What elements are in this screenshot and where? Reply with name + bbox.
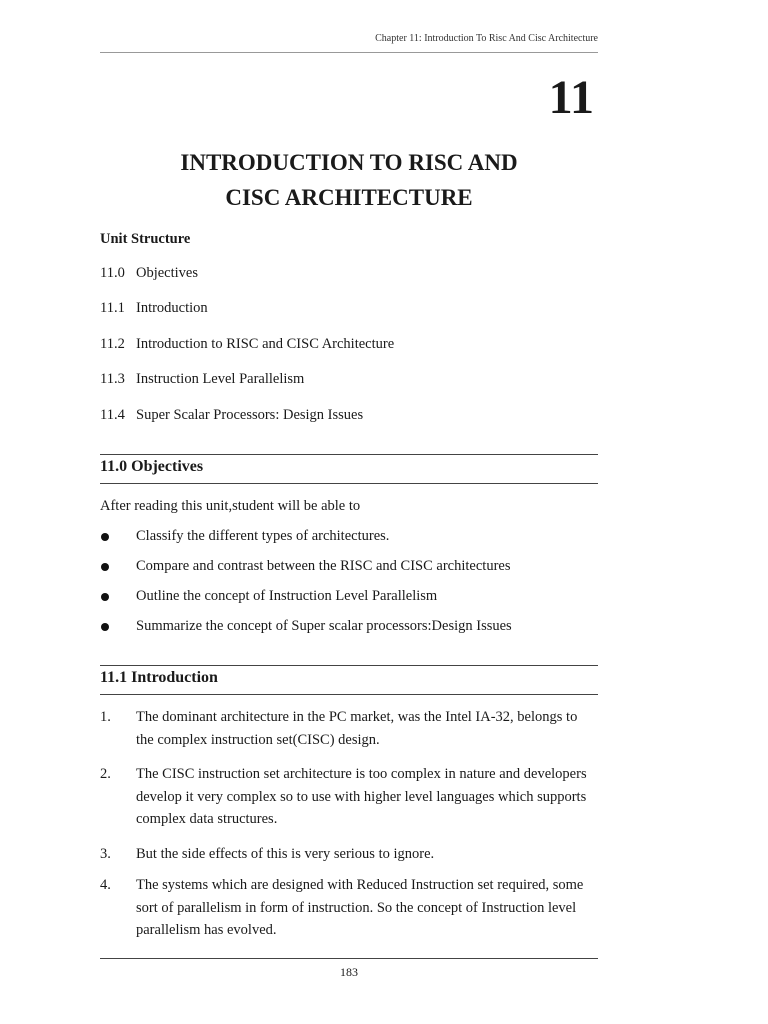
toc-item-number: 11.4: [100, 407, 125, 423]
toc-item-number: 11.0: [100, 265, 125, 281]
item-number: 1.: [100, 709, 111, 725]
introduction-heading: 11.1 Introduction: [100, 669, 218, 686]
toc-item-number: 11.1: [100, 300, 125, 316]
bullet-dot-icon: [101, 593, 109, 601]
chapter-title-line-1: INTRODUCTION TO RISC AND: [180, 150, 518, 175]
item-text: The CISC instruction set architecture is too complex in nature and developers develop it very complex so to use with higher level languages which supports complex data structures.: [136, 766, 587, 827]
item-number: 2.: [100, 766, 111, 782]
item-text: But the side effects of this is very serious to ignore.: [136, 846, 435, 862]
item-number: 4.: [100, 877, 111, 893]
toc-item-label: Super Scalar Processors: Design Issues: [136, 407, 364, 423]
item-number: 3.: [100, 846, 111, 862]
objectives-heading: 11.0 Objectives: [100, 458, 204, 475]
toc-item: [100, 300, 208, 317]
numbered-item: [100, 874, 598, 942]
toc-item-label: Introduction to RISC and CISC Architecture: [136, 336, 395, 352]
section-rule-top: [100, 454, 598, 455]
chapter-title-line-2: CISC ARCHITECTURE: [225, 185, 473, 210]
item-text: The dominant architecture in the PC market, was the Intel IA-32, belongs to the complex instruction set(CISC) design.: [136, 709, 578, 748]
toc-item-number: 11.3: [100, 371, 125, 387]
numbered-item: [100, 706, 598, 751]
footer-rule: [100, 958, 598, 959]
item-text: The systems which are designed with Reduced Instruction set required, some sort of parallelism in form of instruction. So the concept of Instruction level parallelism has evolved.: [136, 877, 584, 938]
section-rule-bottom: [100, 694, 598, 695]
objectives-intro: After reading this unit,student will be able to: [100, 498, 361, 514]
unit-structure-heading: Unit Structure: [100, 231, 191, 247]
toc-item-label: Instruction Level Parallelism: [136, 371, 305, 387]
toc-item-label: Introduction: [136, 300, 208, 316]
numbered-item: [100, 763, 598, 831]
chapter-number: 11: [548, 71, 594, 124]
toc-item-number: 11.2: [100, 336, 125, 352]
toc-item: [100, 265, 198, 282]
section-rule-bottom: [100, 483, 598, 484]
toc-item: [100, 371, 304, 388]
objective-text: Summarize the concept of Super scalar processors:Design Issues: [136, 618, 512, 634]
page-number: 183: [340, 965, 358, 979]
objective-text: Classify the different types of architectures.: [136, 528, 390, 544]
header-rule: [100, 52, 598, 53]
objective-text: Outline the concept of Instruction Level Parallelism: [136, 588, 438, 604]
section-rule-top: [100, 665, 598, 666]
toc-item: [100, 407, 363, 424]
bullet-dot-icon: [101, 533, 109, 541]
toc-item: [100, 336, 394, 353]
objective-text: Compare and contrast between the RISC and CISC architectures: [136, 558, 511, 574]
bullet-dot-icon: [101, 563, 109, 571]
toc-item-label: Objectives: [136, 265, 199, 281]
running-header: Chapter 11: Introduction To Risc And Cisc Architecture: [375, 33, 598, 44]
numbered-item: [100, 843, 598, 866]
bullet-dot-icon: [101, 623, 109, 631]
